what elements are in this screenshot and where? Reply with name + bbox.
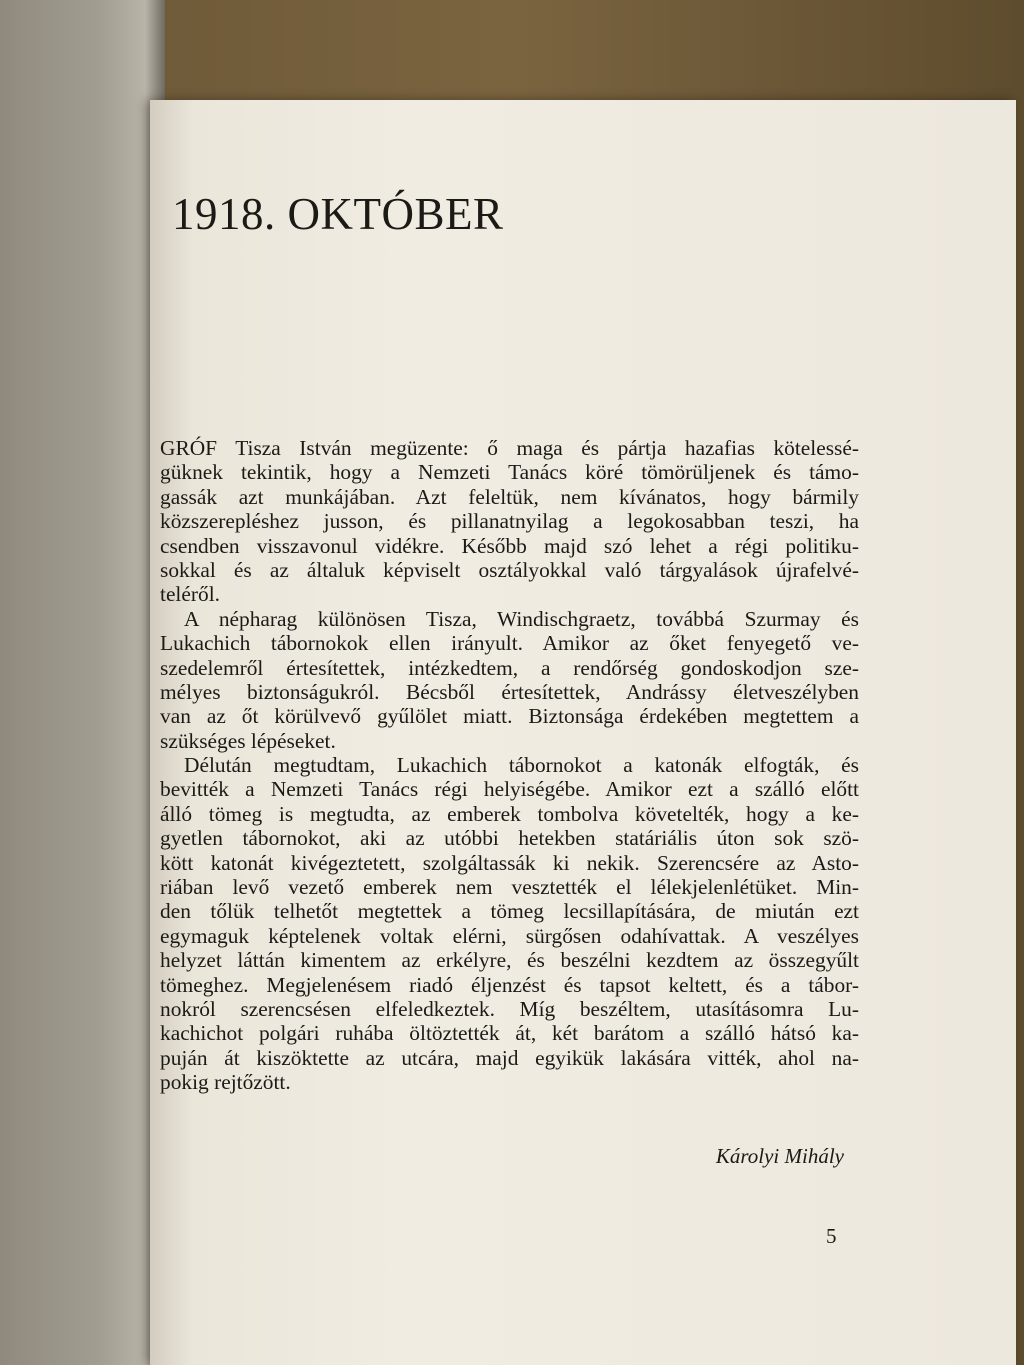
text-line: Délután megtudtam, Lukachich tábornokot a katonák elfogták, és (184, 753, 859, 778)
text-line: güknek tekintik, hogy a Nemzeti Tanács köré tömörüljenek és támo- (160, 460, 859, 485)
text-line: tömeghez. Megjelenésem riadó éljenzést és tapsot keltett, és a tábor- (160, 972, 859, 997)
page-number: 5 (826, 1224, 837, 1248)
text-line: helyzet láttán kimentem az erkélyre, és beszélni kezdtem az összegyűlt (160, 948, 859, 973)
left-page-edge (0, 0, 165, 1365)
text-line: puján át kiszöktette az utcára, majd egyikük lakására vitték, ahol na- (160, 1045, 859, 1070)
text-line: den tőlük telhetőt megtettek a tömeg lecsillapítására, de miután ezt (160, 899, 859, 924)
text-line: kachichot polgári ruhába öltöztették át, két barátom a szálló hátsó ka- (160, 1021, 859, 1046)
text-line: szükséges lépéseket. (160, 728, 336, 753)
body-text (160, 436, 859, 1095)
text-line: pokig rejtőzött. (160, 1070, 291, 1095)
text-line: egymaguk képtelenek voltak elérni, sürgősen odahívattak. A veszélyes (160, 923, 859, 948)
text-line: GRÓF Tisza István megüzente: ő maga és pártja hazafias kötelessé- (160, 436, 859, 460)
text-line: álló tömeg is megtudta, az emberek tombolva követelték, hogy a ke- (160, 801, 859, 826)
text-line: szedelemről értesítettek, intézkedtem, a rendőrség gondoskodjon sze- (160, 655, 859, 680)
text-line: csendben visszavonul vidékre. Később majd szó lehet a régi politiku- (160, 533, 859, 558)
text-line: mélyes biztonságukról. Bécsből értesítettek, Andrássy életveszélyben (160, 679, 859, 704)
text-line: sokkal és az általuk képviselt osztályokkal való tárgyalások újrafelvé- (160, 557, 859, 582)
text-line: Lukachich tábornokok ellen irányult. Amikor az őket fenyegető ve- (160, 631, 859, 656)
text-line: kött katonát kivégeztetett, szolgáltassák ki nekik. Szerencsére az Asto- (160, 850, 859, 875)
text-line: van az őt körülvevő gyűlölet miatt. Biztonsága érdekében megtettem a (160, 704, 859, 729)
text-line: gassák azt munkájában. Azt feleltük, nem kívánatos, hogy bármily (160, 484, 859, 509)
text-line: bevitték a Nemzeti Tanács régi helyiségébe. Amikor ezt a szálló előtt (160, 777, 859, 802)
text-line: riában levő vezető emberek nem vesztették el lélekjelenlétüket. Min- (160, 875, 859, 900)
author-signature: Károlyi Mihály (715, 1144, 844, 1168)
text-line: nokról szerencsésen elfeledkeztek. Míg beszéltem, utasításomra Lu- (160, 996, 859, 1021)
page-title: 1918. OKTÓBER (172, 189, 504, 239)
text-line: közszerepléshez jusson, és pillanatnyilag a legokosabban teszi, ha (160, 509, 859, 534)
text-line: teléről. (160, 582, 220, 607)
text-line: gyetlen tábornokot, aki az utóbbi hetekben statáriális úton sok szö- (160, 826, 859, 851)
text-line: A népharag különösen Tisza, Windischgraetz, továbbá Szurmay és (184, 606, 859, 631)
